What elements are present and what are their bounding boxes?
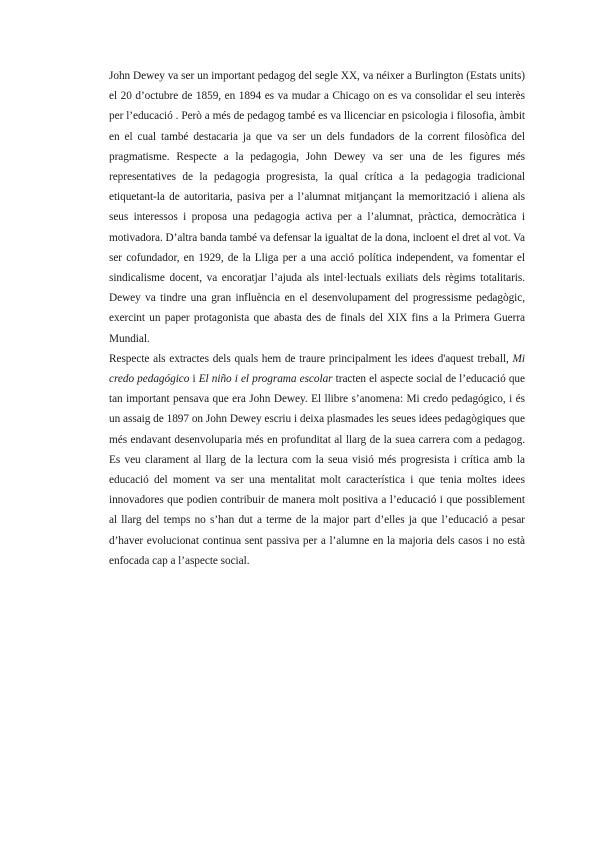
document-body: [109, 66, 525, 571]
paragraph-text-segment: Respecte als extractes dels quals hem de traure principalment les idees d'aquest treball,: [109, 352, 513, 365]
paragraph-dewey-biography: John Dewey va ser un important pedagog del segle XX, va néixer a Burlington (Estats units) el 20 d’octubre de 1859, en 1894 es va mudar a Chicago on es va consolidar el seu interès per l’educació . Però a més de pedagog també es va llicenciar en psicologia i filosofia, àmbit en el cual també destacaria ja que va ser un dels fundadors de la corrent filosòfica del pragmatisme. Respecte a la pedagogia, John Dewey va ser una de les figures més representatives de la pedagogia progresista, la qual crítica a la pedagogia tradicional etiquetant-la de autoritaria, pasiva per a l’alumnat mitjançant la memorització i aliena als seus interessos i proposa una pedagogia activa per a l’alumnat, pràctica, democràtica i motivadora. D’altra banda també va defensar la igualtat de la dona, incloent el dret al vot. Va ser cofundador, en 1929, de la Lliga per a una acció política independent, va fomentar el sindicalisme docent, va encoratjar l’ajuda als intel·lectuals exiliats dels règims totalitaris. Dewey va tindre una gran influència en el desenvolupament del progressisme pedagògic, exercint un paper protagonista que abasta des de finals del XIX fins a la Primera Guerra Mundial.: [109, 70, 525, 345]
paragraph-text-segment: tracten el aspecte social de l’educació que tan important pensava que era John Dewey. El llibre s’anomena: Mi credo pedagógico, i és un assaig de 1897 on John Dewey escriu i deixa plasmades les seues idees pedagògiques que més endavant desenvoluparia més en profunditat al llarg de la suea carrera com a pedagog. Es veu clarament al llarg de la lectura com la seua visió més progresista i crítica amb la educació del moment va ser una mentalitat molt característica i que tenia moltes idees innovadores que podien contribuir de manera molt positiva a l’educació i que possiblement al llarg del temps no s’han dut a terme de la major part d’elles ja que l’educació a pesar d’haver evolucionat continua sent passiva per a l’alumne en la majoria dels casos i no està enfocada cap a l’aspecte social.: [109, 373, 525, 567]
book-title-mi-credo: Mi credo pedagógico: [109, 352, 525, 386]
book-title-el-nino: El niño i el programa escolar: [198, 373, 333, 386]
paragraph-extracts-analysis: [109, 349, 525, 571]
paragraph-text-segment: i: [189, 373, 199, 386]
